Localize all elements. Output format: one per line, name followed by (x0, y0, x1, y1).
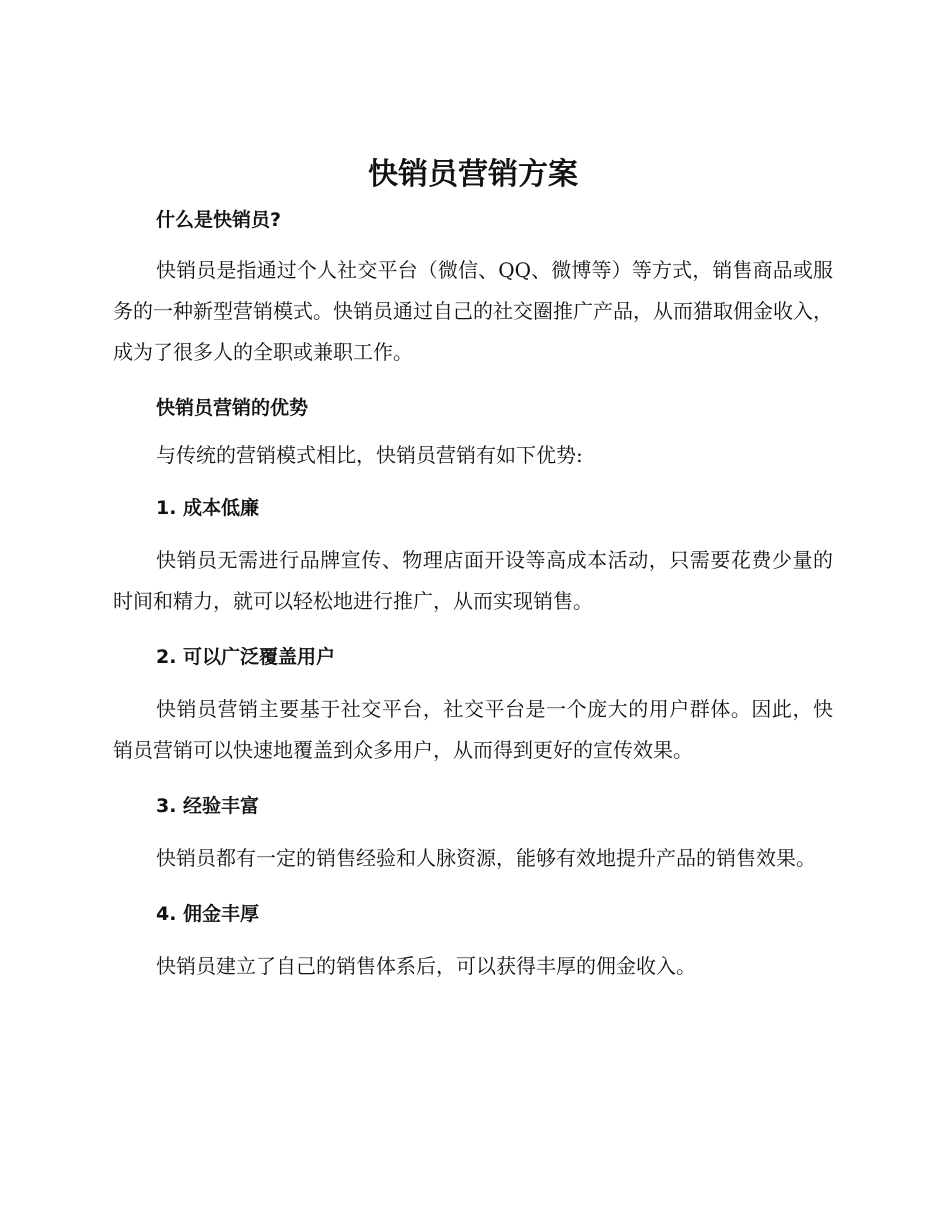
paragraph-advantages-intro: 与传统的营销模式相比，快销员营销有如下优势: (156, 443, 583, 467)
page-title: 快销员营销方案 (368, 157, 578, 192)
paragraph-experience: 快销员都有一定的销售经验和人脉资源，能够有效地提升产品的销售效果。 (156, 846, 816, 870)
section-heading-experience: 3. 经验丰富 (156, 795, 260, 817)
section-heading-coverage: 2. 可以广泛覆盖用户 (156, 646, 336, 668)
document-body (113, 150, 833, 987)
section-heading-what-is: 什么是快销员? (156, 209, 282, 231)
paragraph-commission: 快销员建立了自己的销售体系后，可以获得丰厚的佣金收入。 (156, 954, 696, 978)
section-heading-commission: 4. 佣金丰厚 (156, 903, 260, 925)
paragraph-coverage: 快销员营销主要基于社交平台，社交平台是一个庞大的用户群体。因此，快销员营销可以快速地覆盖到众多用户，从而得到更好的宣传效果。 (113, 697, 833, 762)
section-heading-low-cost: 1. 成本低廉 (156, 497, 260, 519)
paragraph-low-cost: 快销员无需进行品牌宣传、物理店面开设等高成本活动，只需要花费少量的时间和精力，就可以轻松地进行推广，从而实现销售。 (113, 548, 833, 613)
paragraph-definition: 快销员是指通过个人社交平台（微信、QQ、微博等）等方式，销售商品或服务的一种新型营销模式。快销员通过自己的社交圈推广产品，从而猎取佣金收入，成为了很多人的全职或兼职工作。 (113, 258, 833, 364)
section-heading-advantages: 快销员营销的优势 (156, 397, 309, 419)
